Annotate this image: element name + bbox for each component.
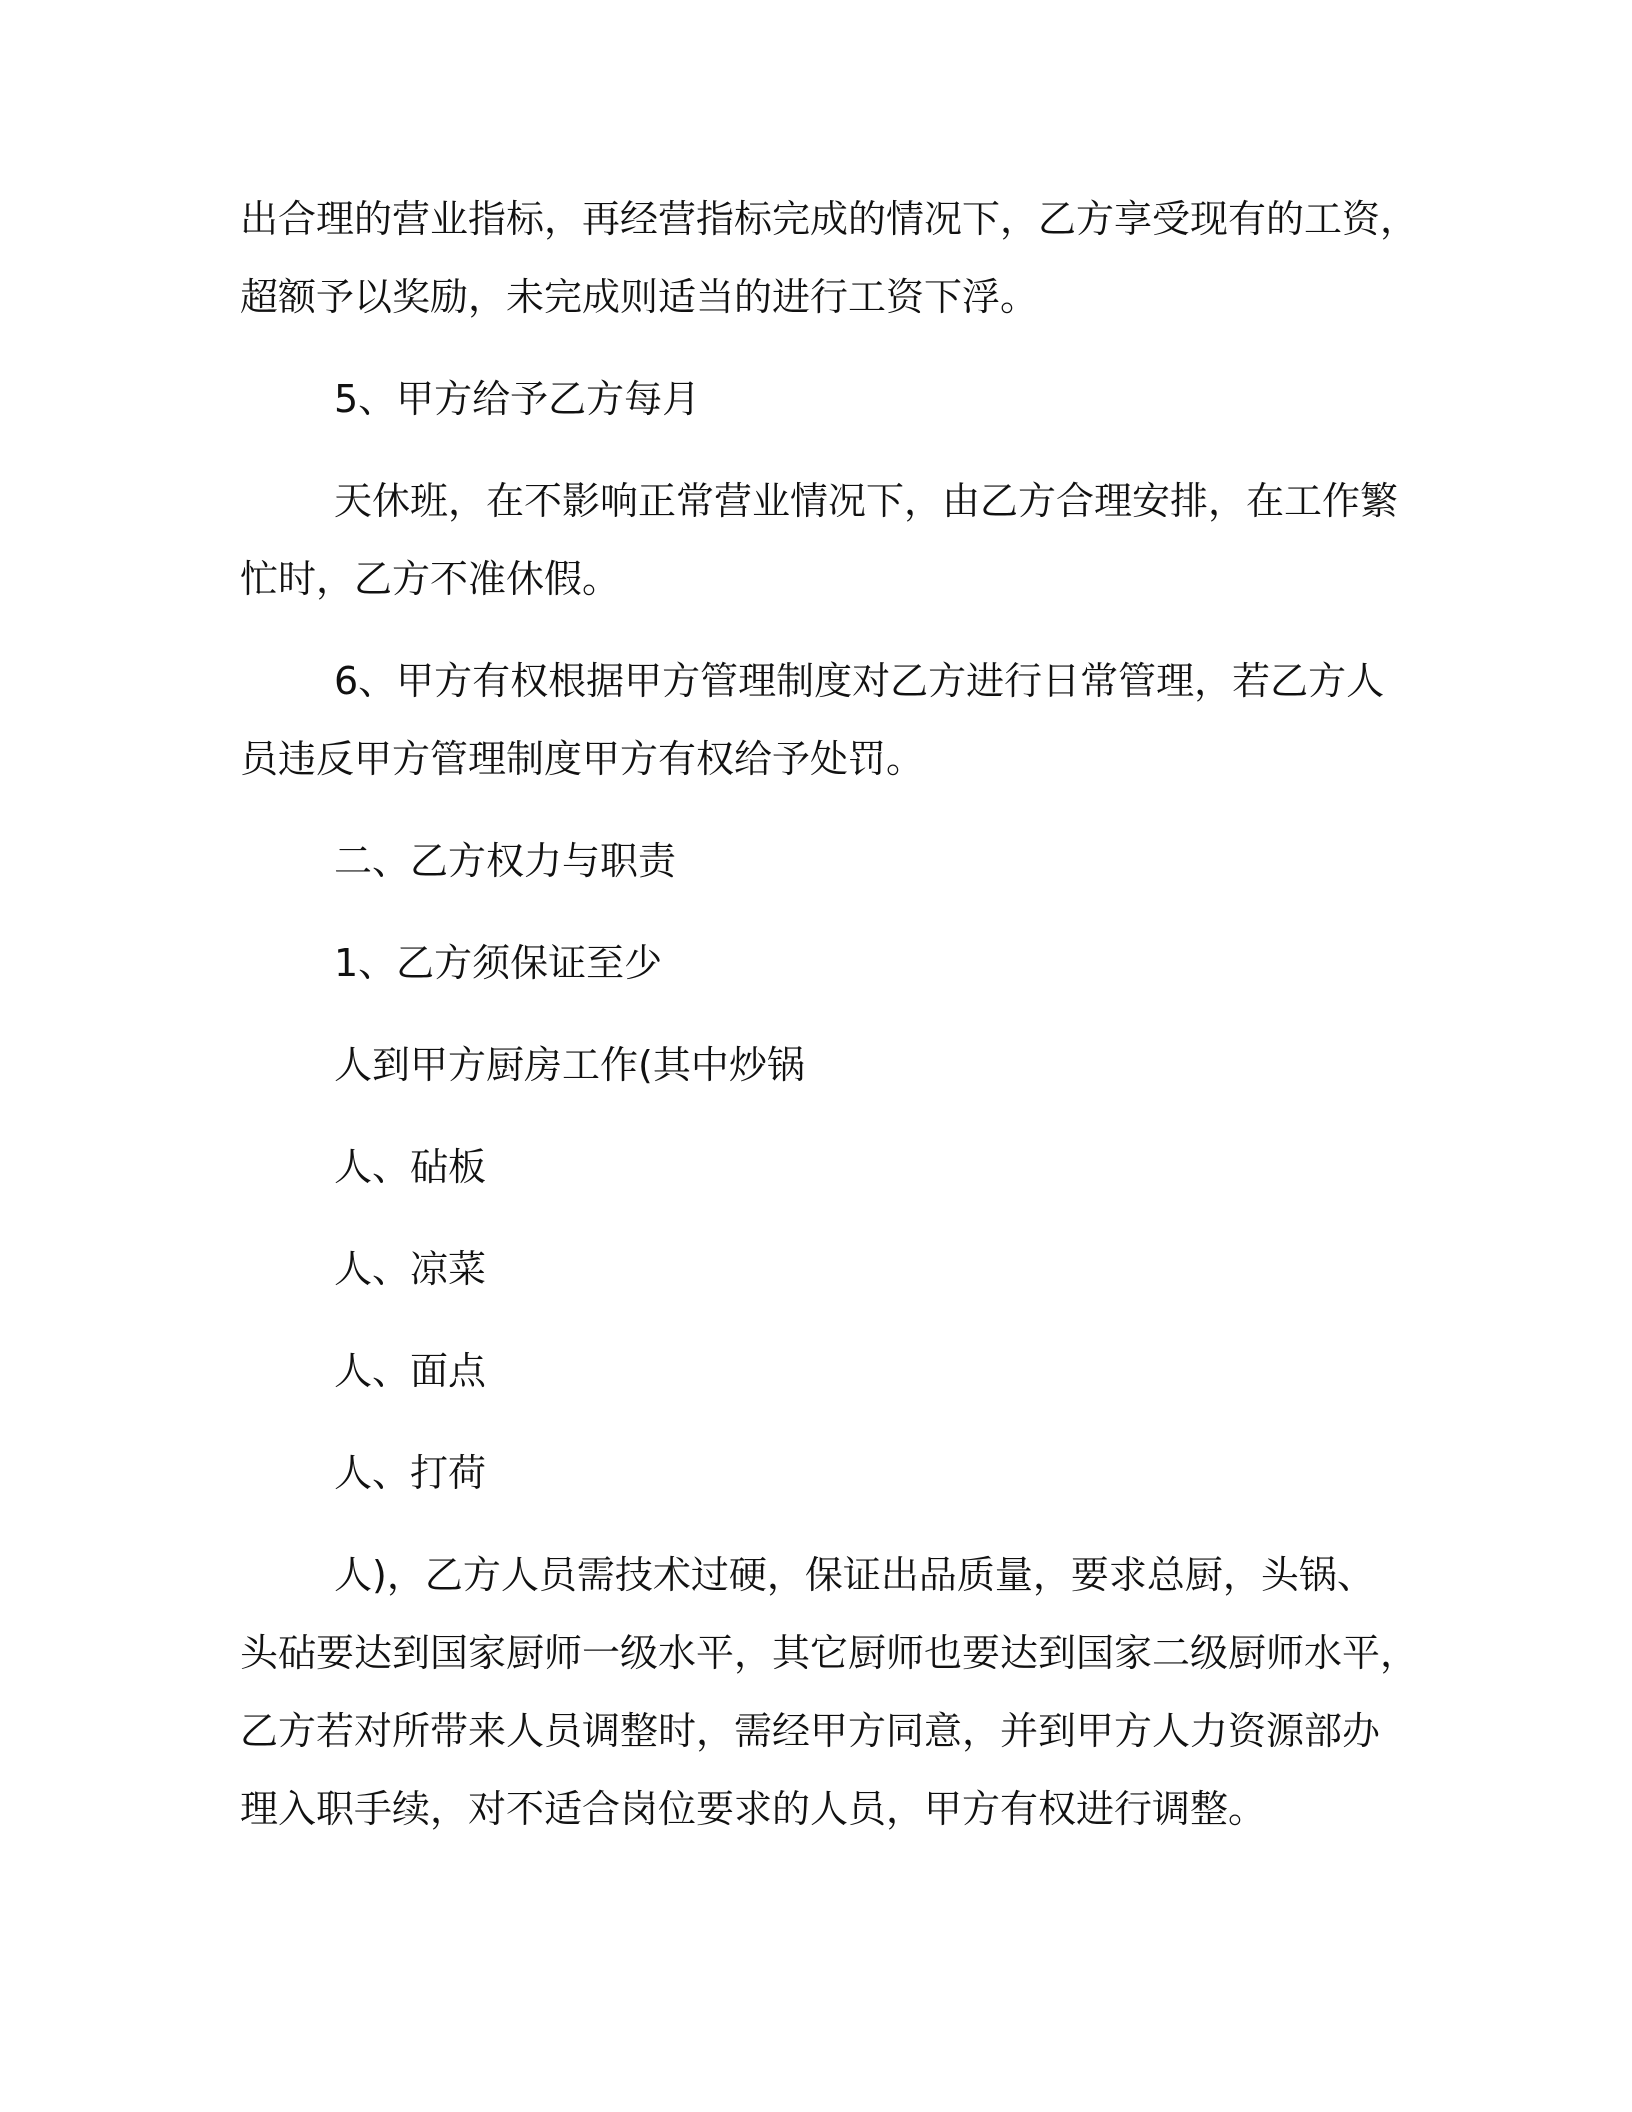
section-heading: 二、乙方权力与职责 (334, 839, 677, 883)
text-line: 6、甲方有权根据甲方管理制度对乙方进行日常管理，若乙方人 (334, 659, 1385, 703)
text-line: 人、打荷 (334, 1451, 487, 1495)
text-line: 乙方若对所带来人员调整时，需经甲方同意，并到甲方人力资源部办 (240, 1709, 1381, 1753)
text-line: 忙时，乙方不准休假。 (240, 557, 621, 601)
text-line: 出合理的营业指标，再经营指标完成的情况下，乙方享受现有的工资， (240, 197, 1419, 241)
text-line: 员违反甲方管理制度甲方有权给予处罚。 (240, 737, 925, 781)
text-line: 人、凉菜 (334, 1247, 487, 1291)
text-line: 5、甲方给予乙方每月 (334, 377, 701, 421)
text-line: 人)，乙方人员需技术过硬，保证出品质量，要求总厨，头锅、 (334, 1553, 1375, 1597)
text-line: 头砧要达到国家厨师一级水平，其它厨师也要达到国家二级厨师水平， (240, 1631, 1419, 1675)
text-line: 1、乙方须保证至少 (334, 941, 663, 985)
text-line: 天休班，在不影响正常营业情况下，由乙方合理安排，在工作繁 (334, 479, 1399, 523)
text-line: 超额予以奖励，未完成则适当的进行工资下浮。 (240, 275, 1039, 319)
text-line: 人到甲方厨房工作(其中炒锅 (334, 1043, 805, 1087)
text-line: 理入职手续，对不适合岗位要求的人员，甲方有权进行调整。 (240, 1787, 1267, 1831)
text-line: 人、砧板 (334, 1145, 487, 1189)
text-line: 人、面点 (334, 1349, 487, 1393)
